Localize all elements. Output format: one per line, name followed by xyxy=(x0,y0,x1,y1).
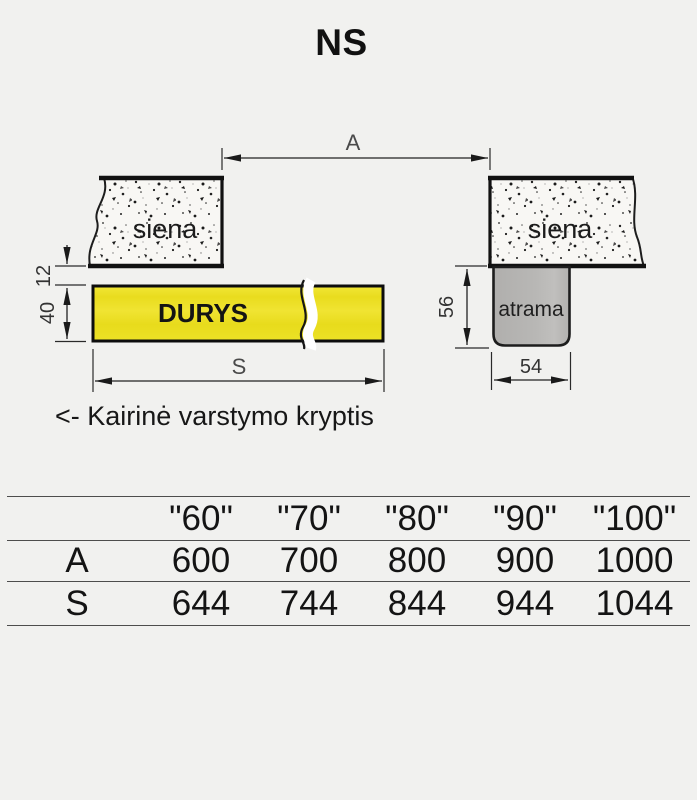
support xyxy=(494,267,570,346)
break-line-gap xyxy=(308,280,313,349)
table-cell: 644 xyxy=(171,583,231,623)
table-cell: 1000 xyxy=(595,541,674,580)
table-cell: 600 xyxy=(171,541,231,580)
table-corner-cell xyxy=(7,497,147,541)
dimension-12-40 xyxy=(33,245,86,342)
table-cell: 1044 xyxy=(595,583,674,623)
left-wall xyxy=(88,176,224,267)
dim-54-label: 54 xyxy=(519,356,543,378)
size-table xyxy=(7,496,690,626)
column-header: "70" xyxy=(277,498,341,538)
table-cell: 800 xyxy=(387,541,447,580)
row-label: S xyxy=(65,583,89,623)
table-row-s xyxy=(7,582,690,626)
dimension-54 xyxy=(492,352,571,390)
table-row-a xyxy=(7,541,690,582)
right-wall-label: siena xyxy=(527,214,593,244)
dimension-a xyxy=(222,130,490,170)
dim-40-label: 40 xyxy=(37,301,59,325)
door-label: DURYS xyxy=(157,298,249,328)
table-cell: 944 xyxy=(495,583,555,623)
row-label: A xyxy=(65,541,89,580)
size-table-container xyxy=(7,496,690,626)
column-header: "100" xyxy=(592,498,677,538)
dim-12-label: 12 xyxy=(33,264,55,288)
dim-s-label: S xyxy=(231,354,247,379)
dim-a-label: A xyxy=(345,130,361,155)
column-header: "80" xyxy=(385,498,449,538)
support-label: atrama xyxy=(498,298,564,321)
right-wall xyxy=(488,176,646,267)
left-wall-label: siena xyxy=(132,214,198,244)
table-header-row xyxy=(7,497,690,541)
page-title: NS xyxy=(315,22,368,63)
opening-direction-caption: <- Kairinė varstymo kryptis xyxy=(55,401,374,431)
dimension-56 xyxy=(436,266,489,348)
table-cell: 900 xyxy=(495,541,555,580)
dimension-s xyxy=(93,349,384,392)
table-cell: 700 xyxy=(279,541,339,580)
dim-56-label: 56 xyxy=(436,295,458,319)
column-header: "90" xyxy=(493,498,557,538)
column-header: "60" xyxy=(169,498,233,538)
door xyxy=(93,280,383,349)
table-cell: 744 xyxy=(279,583,339,623)
table-cell: 844 xyxy=(387,583,447,623)
